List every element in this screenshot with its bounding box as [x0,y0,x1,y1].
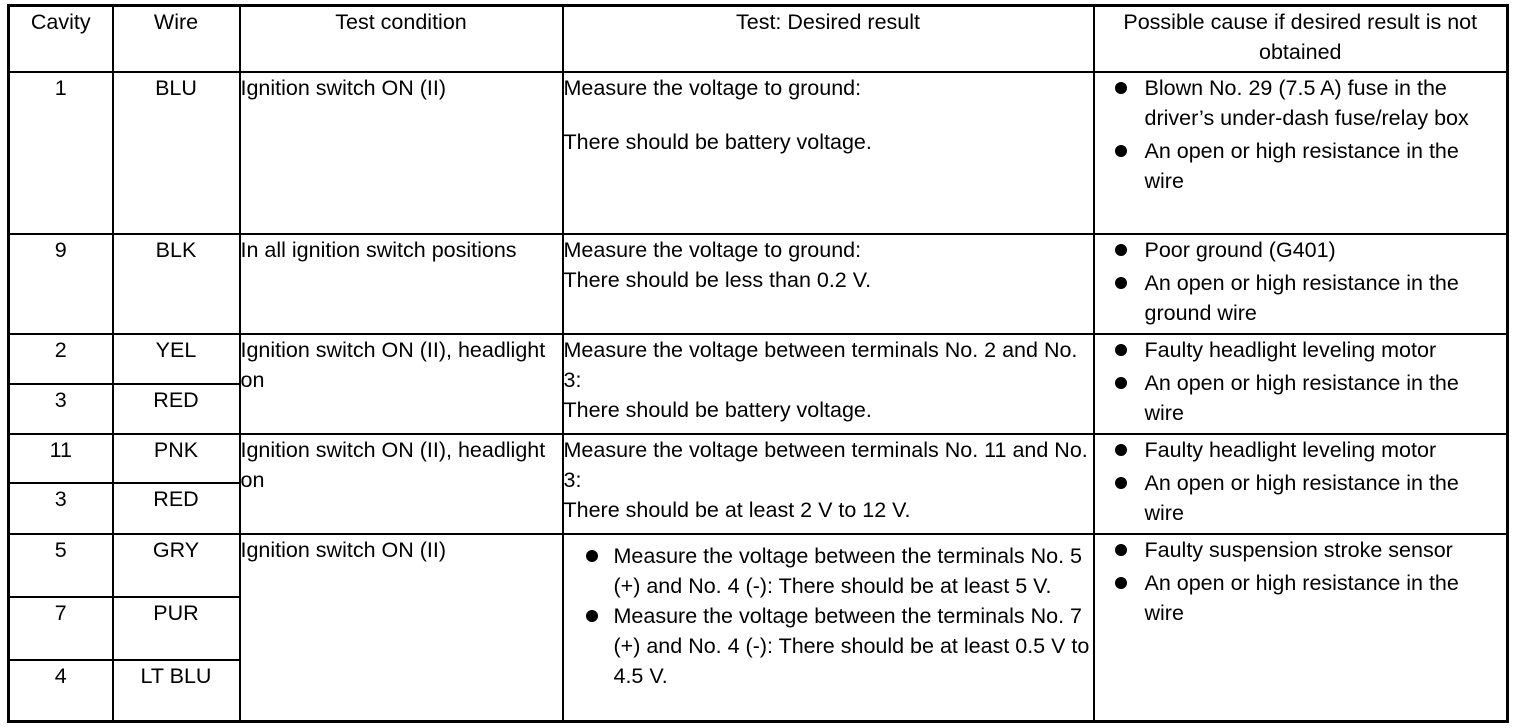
header-cavity: Cavity [9,6,113,72]
wire-cell: BLK [113,234,240,334]
cavity-cell: 11 [9,434,113,483]
header-possible-cause: Possible cause if desired result is not obtained [1094,6,1508,72]
possible-cause-cell [1094,534,1508,722]
cavity-cell: 4 [9,660,113,722]
desired-result-cell [563,534,1094,722]
bullet-icon [1115,145,1127,157]
wire-cell: LT BLU [113,660,240,722]
cavity-cell: 7 [9,597,113,660]
possible-cause-cell [1094,234,1508,334]
wire-cell: PNK [113,434,240,483]
cause-item: Faulty headlight leveling motor [1095,435,1507,465]
wire-cell: RED [113,483,240,534]
cavity-cell: 3 [9,483,113,534]
cause-item: Faulty suspension stroke sensor [1095,535,1507,565]
result-line: There should be battery voltage. [563,397,872,422]
possible-cause-cell [1094,434,1508,534]
result-line: Measure the voltage to ground: [563,75,862,100]
desired-result-cell [563,234,1094,334]
cavity-cell: 3 [9,384,113,434]
result-line: Measure the voltage to ground: [563,237,862,262]
wire-cell: BLU [113,72,240,234]
table-row [9,72,1508,234]
cause-item: An open or high resistance in the ground wire [1095,268,1507,328]
test-condition-cell: Ignition switch ON (II), headlight on [240,434,563,534]
test-condition-cell: Ignition switch ON (II), headlight on [240,334,563,434]
bullet-icon [586,550,598,562]
cause-item: Faulty headlight leveling motor [1095,335,1507,365]
table-row [9,434,1508,483]
result-line: Measure the voltage between terminals No. 11 and No. 3: [563,437,1088,492]
result-line: There should be at least 2 V to 12 V. [563,497,911,522]
bullet-icon [1115,82,1127,94]
result-line: There should be less than 0.2 V. [563,267,872,292]
possible-cause-cell [1094,334,1508,434]
wire-cell: GRY [113,534,240,597]
cavity-cell: 2 [9,334,113,384]
header-row [9,6,1508,72]
cause-item: An open or high resistance in the wire [1095,568,1507,628]
cause-item: Blown No. 29 (7.5 A) fuse in the driver’s under-dash fuse/relay box [1095,73,1507,133]
test-condition-cell: Ignition switch ON (II) [240,534,563,722]
table-row [9,234,1508,334]
header-wire: Wire [113,6,240,72]
bullet-icon [1115,477,1127,489]
result-line: Measure the voltage between terminals No. 2 and No. 3: [563,337,1078,392]
bullet-icon [1115,577,1127,589]
table-row [9,334,1508,384]
desired-result-cell [563,334,1094,434]
cause-item: An open or high resistance in the wire [1095,136,1507,196]
header-desired-result: Test: Desired result [563,6,1094,72]
header-test-condition: Test condition [240,6,563,72]
cavity-cell: 1 [9,72,113,234]
wire-cell: YEL [113,334,240,384]
desired-result-cell [563,72,1094,234]
bullet-icon [1115,277,1127,289]
cause-item: An open or high resistance in the wire [1095,368,1507,428]
desired-result-cell [563,434,1094,534]
result-step: Measure the voltage between the terminals No. 7 (+) and No. 4 (-): There should be at least 0.5 V to 4.5 V. [564,601,1093,691]
diagnostic-table [7,4,1509,723]
bullet-icon [1115,244,1127,256]
wire-cell: PUR [113,597,240,660]
result-line: There should be battery voltage. [563,129,872,154]
bullet-icon [1115,444,1127,456]
possible-cause-cell [1094,72,1508,234]
wire-cell: RED [113,384,240,434]
test-condition-cell: In all ignition switch positions [240,234,563,334]
table-row [9,534,1508,597]
cause-item: Poor ground (G401) [1095,235,1507,265]
bullet-icon [1115,344,1127,356]
cavity-cell: 5 [9,534,113,597]
bullet-icon [1115,544,1127,556]
test-condition-cell: Ignition switch ON (II) [240,72,563,234]
cause-item: An open or high resistance in the wire [1095,468,1507,528]
bullet-icon [1115,377,1127,389]
cavity-cell: 9 [9,234,113,334]
bullet-icon [586,610,598,622]
result-step: Measure the voltage between the terminals No. 5 (+) and No. 4 (-): There should be at least 5 V. [564,541,1093,601]
